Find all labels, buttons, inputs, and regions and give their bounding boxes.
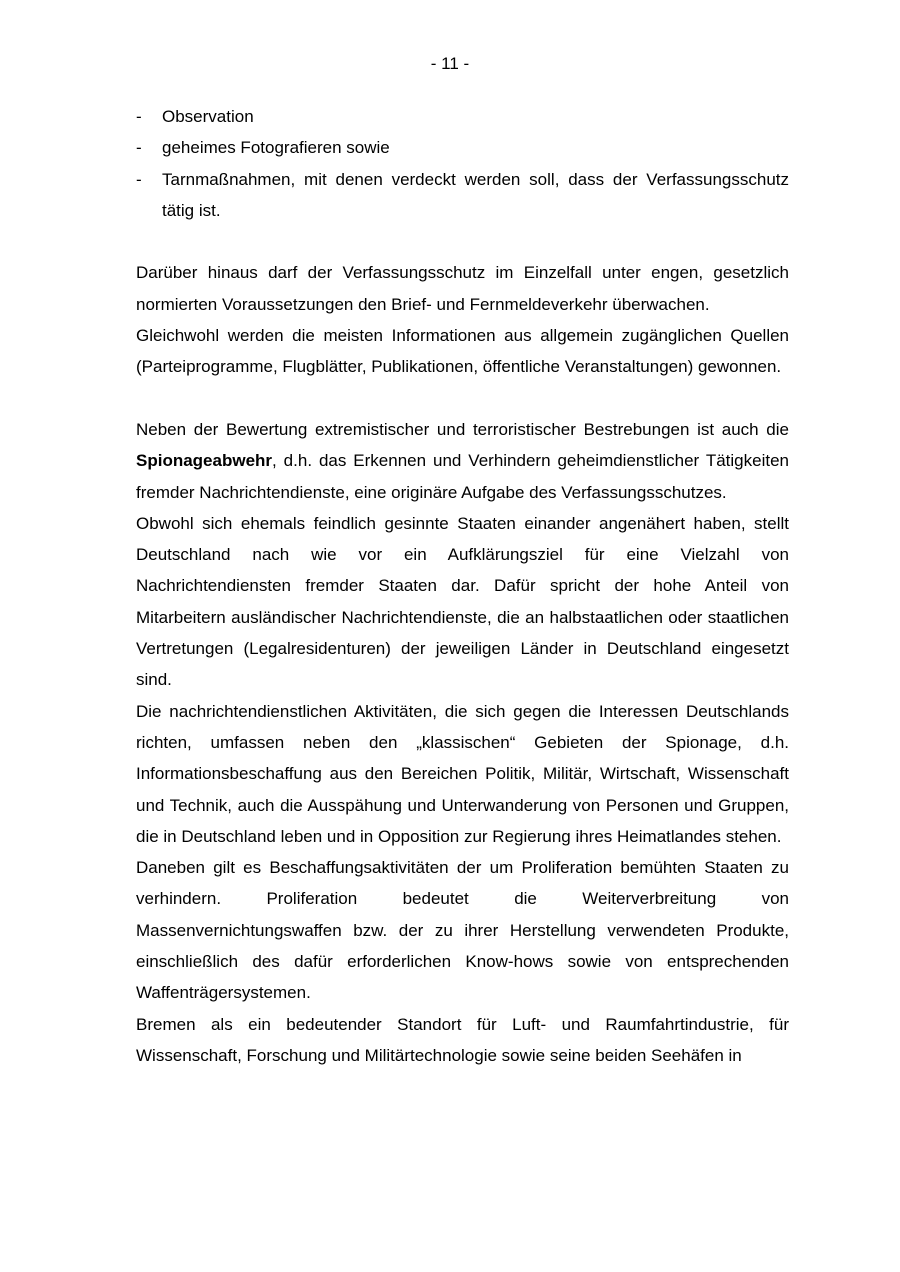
list-dash: - (136, 138, 142, 158)
list-item (136, 164, 789, 227)
paragraph-surveillance: Darüber hinaus darf der Verfassungsschutz im Einzelfall unter engen, gesetzlich normierten Voraussetzungen den Brief- und Fernmeldeverkehr überwachen. (136, 263, 789, 314)
list-item (136, 132, 789, 163)
page-number: - 11 - (430, 54, 470, 73)
list-dash: - (136, 107, 142, 126)
paragraph-text: Neben der Bewertung extremistischer und terroristischer Bestrebungen ist auch die (136, 419, 789, 439)
paragraph-counterespionage (136, 414, 789, 508)
measures-list (136, 101, 789, 226)
list-item-text: geheimes Fotografieren sowie (162, 138, 390, 158)
list-item (136, 101, 789, 132)
paragraph-proliferation: Daneben gilt es Beschaffungsaktivitäten der um Proliferation bemühten Staaten zu verhindern. Proliferation bedeutet die Weiterverbreitung von Massenvernichtungswaffen bzw. der zu ihrer Herstellung verwendeten Produkte, einschließlich des dafür erforderlichen Know-hows sowie von entsprechenden Waffenträgersystemen. (136, 858, 789, 1003)
paragraph-activities: Die nachrichtendienstlichen Aktivitäten, die sich gegen die Interessen Deutschlands richten, umfassen neben den „klassischen“ Gebieten der Spionage, d.h. Informationsbeschaffung aus den Bereichen Politik, Militär, Wirtschaft, Wissenschaft und Technik, auch die Ausspähung und Unterwanderung von Personen und Gruppen, die in Deutschland leben und in Opposition zur Regierung ihres Heimatlandes stehen. (136, 701, 789, 846)
paragraph-spacer (136, 226, 789, 257)
document-body (136, 101, 789, 1071)
list-dash: - (136, 169, 142, 189)
bold-term-spionageabwehr: Spionageabwehr (136, 451, 273, 471)
list-item-text: Observation (162, 107, 254, 126)
paragraph-bremen: Bremen als ein bedeutender Standort für Luft- und Raumfahrtindustrie, für Wissenschaft, Forschung und Militärtechnologie sowie seine beiden Seehäfen in (136, 1014, 789, 1065)
paragraph-intelligence-target: Obwohl sich ehemals feindlich gesinnte Staaten einander angenähert haben, stellt Deutschland nach wie vor ein Aufklärungsziel für eine Vielzahl von Nachrichtendiensten fremder Staaten dar. Dafür spricht der hohe Anteil von Mitarbeitern ausländischer Nachrichtendienste, die an halbstaatlichen oder staatlichen Vertretungen (Legalresidenturen) der jeweiligen Länder in Deutschland eingesetzt sind. (136, 513, 789, 690)
paragraph-text: , d.h. das Erkennen und Verhindern geheimdienstlicher Tätigkeiten fremder Nachrichtendienste, eine originäre Aufgabe des Verfassungsschutzes. (136, 451, 789, 502)
paragraph-open-sources: Gleichwohl werden die meisten Informationen aus allgemein zugänglichen Quellen (Parteiprogramme, Flugblätter, Publikationen, öffentliche Veranstaltungen) gewonnen. (136, 326, 789, 377)
paragraph-spacer (136, 383, 789, 414)
list-item-text: Tarnmaßnahmen, mit denen verdeckt werden soll, dass der Verfassungsschutz tätig ist. (162, 169, 789, 220)
